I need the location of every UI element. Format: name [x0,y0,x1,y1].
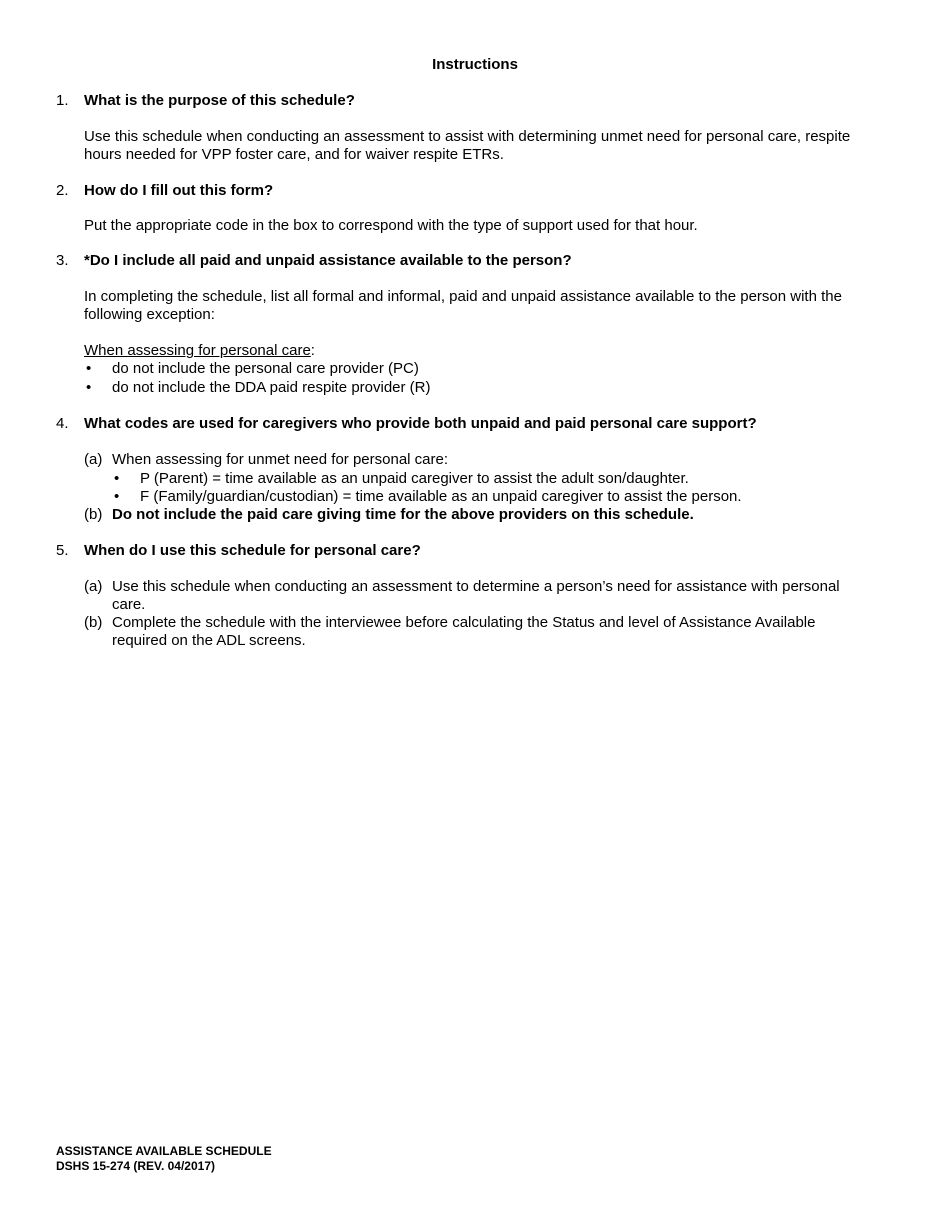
bullet-icon: • [114,488,120,505]
list-item-text: P (Parent) = time available as an unpaid caregiver to assist the adult son/daughter. [140,470,689,487]
list-item-text: F (Family/guardian/custodian) = time available as an unpaid caregiver to assist the person. [140,488,742,505]
sub-item-label: (b) [84,614,103,631]
question-number: 1. [56,92,69,109]
bullet-icon: • [86,379,92,396]
bullet-icon: • [86,360,92,377]
sub-item-label: (b) [84,506,103,523]
exception-subheading [84,342,884,360]
question-number: 5. [56,542,69,559]
answer-line: hours needed for VPP foster care, and for waiver respite ETRs. [84,146,504,163]
sub-item-line: Complete the schedule with the interviewee before calculating the Status and level of Assistance Available [112,614,816,631]
form-name: ASSISTANCE AVAILABLE SCHEDULE [56,1144,272,1158]
page-title: Instructions [432,56,518,73]
answer-line: In completing the schedule, list all formal and informal, paid and unpaid assistance available to the person with the [84,288,842,305]
question-number: 4. [56,415,69,432]
answer-paragraph [84,128,884,164]
question-number: 3. [56,252,69,269]
question-heading: What codes are used for caregivers who provide both unpaid and paid personal care support? [84,415,757,432]
bullet-icon: • [114,470,120,487]
question-heading: When do I use this schedule for personal care? [84,542,421,559]
question-heading: *Do I include all paid and unpaid assistance available to the person? [84,252,572,269]
answer-paragraph [84,288,884,324]
sub-item-label: (a) [84,451,103,468]
form-footer [56,1144,272,1174]
sub-item-text: When assessing for unmet need for personal care: [112,451,449,468]
answer-line: following exception: [84,306,215,323]
list-item-text: do not include the personal care provider (PC) [112,360,419,377]
form-number: DSHS 15-274 (REV. 04/2017) [56,1159,215,1173]
sub-item-line: care. [112,596,146,613]
question-heading: What is the purpose of this schedule? [84,92,355,109]
sub-item-text: Do not include the paid care giving time for the above providers on this schedule. [112,506,694,523]
answer-paragraph: Put the appropriate code in the box to correspond with the type of support used for that hour. [84,217,698,234]
subheading-text: When assessing for personal care [84,342,311,359]
list-item-text: do not include the DDA paid respite provider (R) [112,379,431,396]
sub-item-line: Use this schedule when conducting an assessment to determine a person’s need for assistance with personal [112,578,840,595]
answer-line: Use this schedule when conducting an assessment to assist with determining unmet need for personal care, respite [84,128,851,145]
question-heading: How do I fill out this form? [84,182,274,199]
sub-item-text [112,578,884,614]
sub-item-label: (a) [84,578,103,595]
subheading-colon: : [310,342,315,359]
question-number: 2. [56,182,69,199]
sub-item-text [112,614,884,650]
sub-item-line: required on the ADL screens. [112,632,306,649]
